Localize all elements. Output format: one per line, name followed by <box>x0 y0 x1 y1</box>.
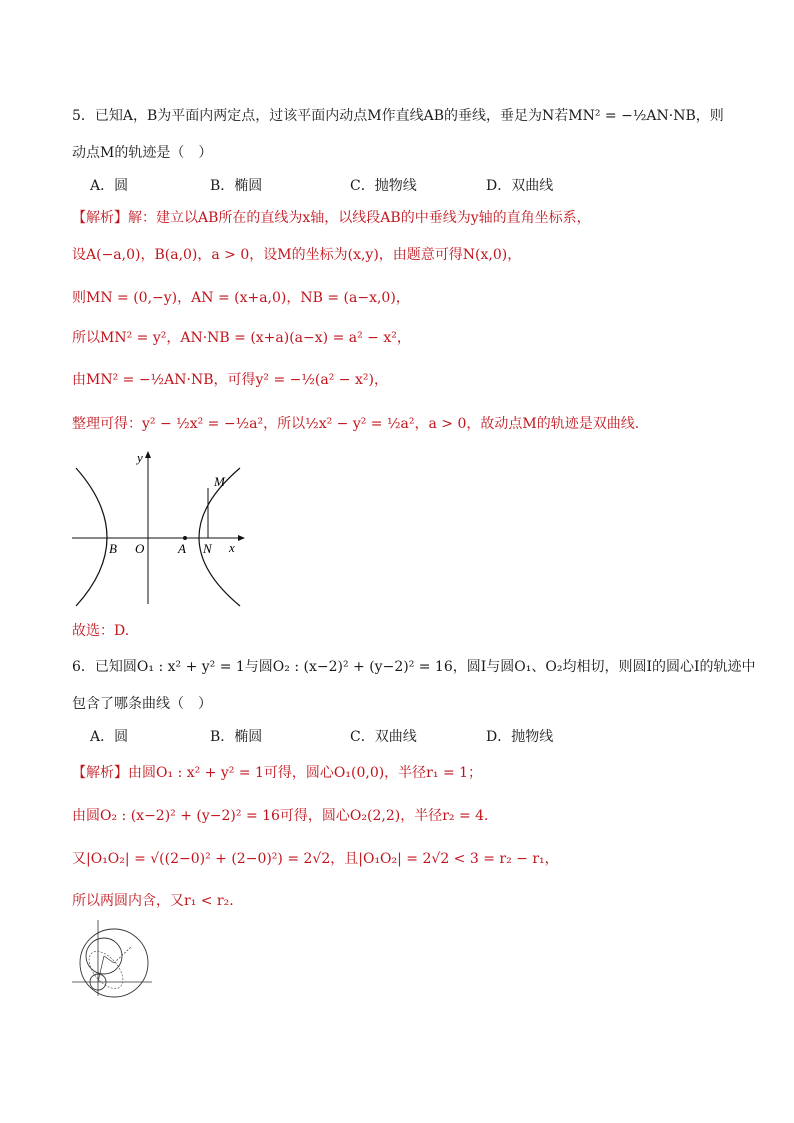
q6-analysis-line2: 由圆O₂ : (x−2)² + (y−2)² = 16可得，圆心O₂(2,2)，半径r₂ = 4. <box>72 808 489 824</box>
q6-stem-line1: 6．已知圆O₁ : x² + y² = 1与圆O₂ : (x−2)² + (y−2)² = 16，圆I与圆O₁、O₂均相切，则圆I的圆心I的轨迹中 <box>72 659 756 675</box>
q5-analysis-tag: 【解析】 <box>72 210 128 226</box>
q6-option-c: C．双曲线 <box>350 729 417 745</box>
q5-answer: 故选：D. <box>72 623 130 639</box>
label-b: B <box>109 541 117 556</box>
q6-analysis-line4: 所以两圆内含，又r₁ < r₂. <box>72 893 234 909</box>
q5-analysis-line2: 设A(−a,0)，B(a,0)，a > 0，设M的坐标为(x,y)，由题意可得N(x,0)， <box>72 247 522 263</box>
q6-option-b: B．椭圆 <box>210 729 263 745</box>
point-a <box>183 536 187 540</box>
q6-option-a: A．圆 <box>90 729 129 745</box>
q5-option-d: D．双曲线 <box>486 178 554 194</box>
center-link-1 <box>98 956 104 982</box>
q6-analysis-tag: 【解析】 <box>72 765 128 781</box>
hyperbola-left-branch <box>76 468 107 606</box>
label-y: y <box>137 450 143 465</box>
label-a: A <box>178 541 186 556</box>
q6-analysis-line1 <box>72 763 482 783</box>
q6-stem-line2: 包含了哪条曲线（ ） <box>72 696 212 712</box>
q5-stem-line1: 5．已知A，B为平面内两定点，过该平面内动点M作直线AB的垂线，垂足为N若MN² = −½AN·NB，则 <box>72 108 724 124</box>
q5-stem-line2: 动点M的轨迹是（ ） <box>72 145 213 161</box>
q5-option-b: B．椭圆 <box>210 178 263 194</box>
q6-analysis-text-1: 由圆O₁ : x² + y² = 1可得，圆心O₁(0,0)，半径r₁ = 1； <box>128 765 483 781</box>
circles-figure <box>70 918 154 998</box>
q5-analysis-line6: 整理可得：y² − ½x² = −½a²，所以½x² − y² = ½a²，a > 0，故动点M的轨迹是双曲线. <box>72 416 640 432</box>
q5-option-c: C．抛物线 <box>350 178 417 194</box>
hyperbola-figure <box>68 448 248 608</box>
q5-analysis-line5: 由MN² = −½AN·NB，可得y² = −½(a² − x²)， <box>72 372 388 388</box>
label-o: O <box>135 541 145 556</box>
label-m: M <box>214 474 225 489</box>
q5-analysis-line4: 所以MN² = y²，AN·NB = (x+a)(a−x) = a² − x²， <box>72 330 411 346</box>
q5-analysis-line3: 则MN = (0,−y)，AN = (x+a,0)，NB = (a−x,0)， <box>72 290 410 306</box>
x-axis-arrow <box>238 535 245 541</box>
center-link-2 <box>104 956 114 963</box>
q5-analysis-line1 <box>72 208 591 228</box>
q6-analysis-line3: 又|O₁O₂| = √((2−0)² + (2−0)²) = 2√2，且|O₁O₂| = 2√2 < 3 = r₂ − r₁， <box>72 851 559 867</box>
q5-analysis-text-1: 解：建立以AB所在的直线为x轴，以线段AB的中垂线为y轴的直角坐标系， <box>128 210 591 226</box>
y-axis-arrow <box>145 451 151 458</box>
q5-option-a: A．圆 <box>90 178 129 194</box>
label-n: N <box>203 541 212 556</box>
label-x: x <box>229 540 235 555</box>
q6-option-d: D．抛物线 <box>486 729 554 745</box>
center-link-3 <box>114 946 132 963</box>
